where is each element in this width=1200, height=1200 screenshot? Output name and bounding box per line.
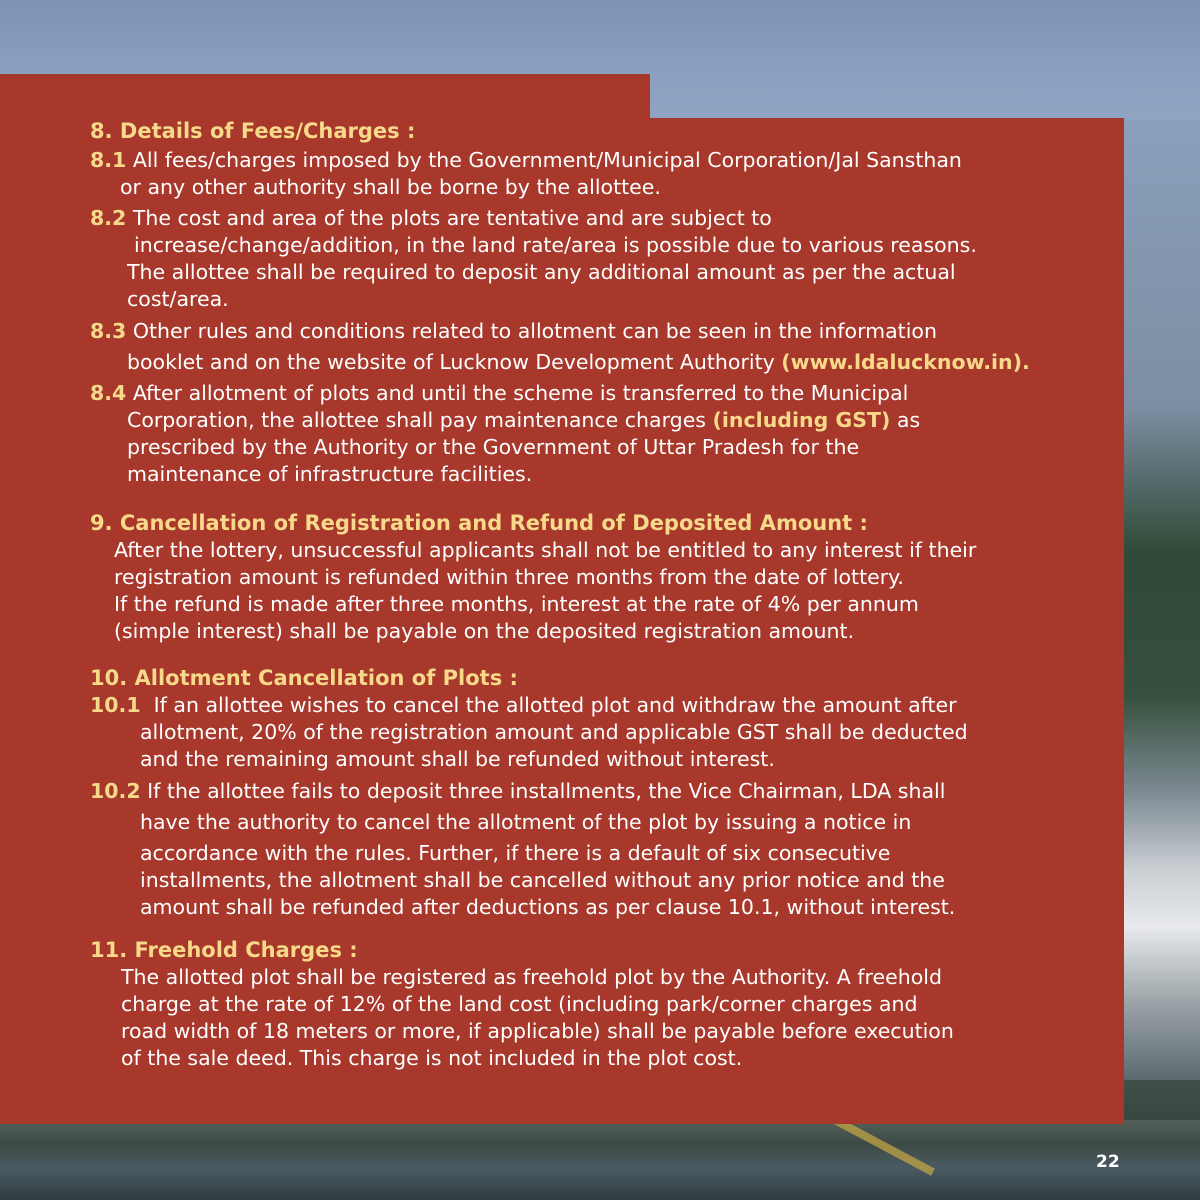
clause-text: and the remaining amount shall be refunded without interest. [140,747,775,771]
clause-10-1 [90,692,1100,773]
clause-text: All fees/charges imposed by the Government/Municipal Corporation/Jal Sansthan [132,148,962,172]
body-text: (simple interest) shall be payable on the deposited registration amount. [114,619,855,643]
clause-text: or any other authority shall be borne by the allottee. [120,175,661,199]
section-9-heading: 9. Cancellation of Registration and Refund of Deposited Amount : [90,511,868,535]
clause-number: 8.1 [90,148,127,172]
clause-text: If the allottee fails to deposit three installments, the Vice Chairman, LDA shall [147,779,946,803]
clause-text: maintenance of infrastructure facilities. [127,462,533,486]
clause-text: as [896,408,921,432]
body-text: If the refund is made after three months, interest at the rate of 4% per annum [114,592,919,616]
gst-highlight: (including GST) [712,408,891,432]
red-panel-top-tab [0,74,650,122]
clause-text: Corporation, the allottee shall pay maintenance charges [127,408,706,432]
clause-number: 8.4 [90,381,127,405]
section-8-heading: 8. Details of Fees/Charges : [90,119,416,143]
website-link[interactable]: (www.ldalucknow.in). [781,350,1030,374]
clause-text: prescribed by the Authority or the Government of Uttar Pradesh for the [127,435,860,459]
clause-text: The cost and area of the plots are tentative and are subject to [132,206,772,230]
clause-8-2 [90,205,1100,313]
terms-content [90,118,1100,1072]
section-10-heading: 10. Allotment Cancellation of Plots : [90,666,518,690]
clause-number: 8.3 [90,319,127,343]
clause-number: 10.1 [90,693,141,717]
background-photo-bottom-strip [0,1120,1200,1200]
clause-text: have the authority to cancel the allotment of the plot by issuing a notice in [140,810,912,834]
clause-8-3 [90,318,1100,376]
clause-number: 8.2 [90,206,127,230]
clause-8-4 [90,380,1100,488]
clause-text: allotment, 20% of the registration amount and applicable GST shall be deducted [140,720,968,744]
clause-text: The allottee shall be required to deposit any additional amount as per the actual [127,260,956,284]
clause-number: 10.2 [90,779,141,803]
body-text: After the lottery, unsuccessful applicants shall not be entitled to any interest if their [114,538,977,562]
clause-text: installments, the allotment shall be cancelled without any prior notice and the [140,868,945,892]
body-text: The allotted plot shall be registered as freehold plot by the Authority. A freehold [121,965,942,989]
body-text: registration amount is refunded within three months from the date of lottery. [114,565,904,589]
section-11-body [90,964,1100,1072]
clause-8-1 [90,147,1100,201]
section-9-body [90,537,1100,645]
clause-text: increase/change/addition, in the land rate/area is possible due to various reasons. [134,233,977,257]
body-text: charge at the rate of 12% of the land cost (including park/corner charges and [121,992,918,1016]
body-text: road width of 18 meters or more, if applicable) shall be payable before execution [121,1019,954,1043]
clause-text: booklet and on the website of Lucknow Development Authority [127,350,775,374]
clause-text: After allotment of plots and until the scheme is transferred to the Municipal [132,381,909,405]
clause-text: amount shall be refunded after deductions as per clause 10.1, without interest. [140,895,956,919]
background-photo-right-strip [1124,120,1200,1080]
clause-text: If an allottee wishes to cancel the allotted plot and withdraw the amount after [153,693,957,717]
clause-text: accordance with the rules. Further, if there is a default of six consecutive [140,841,891,865]
clause-10-2 [90,778,1100,921]
section-11-heading: 11. Freehold Charges : [90,938,358,962]
page-number: 22 [1096,1152,1120,1172]
body-text: of the sale deed. This charge is not included in the plot cost. [121,1046,743,1070]
clause-text: cost/area. [127,287,229,311]
clause-text: Other rules and conditions related to allotment can be seen in the information [132,319,937,343]
